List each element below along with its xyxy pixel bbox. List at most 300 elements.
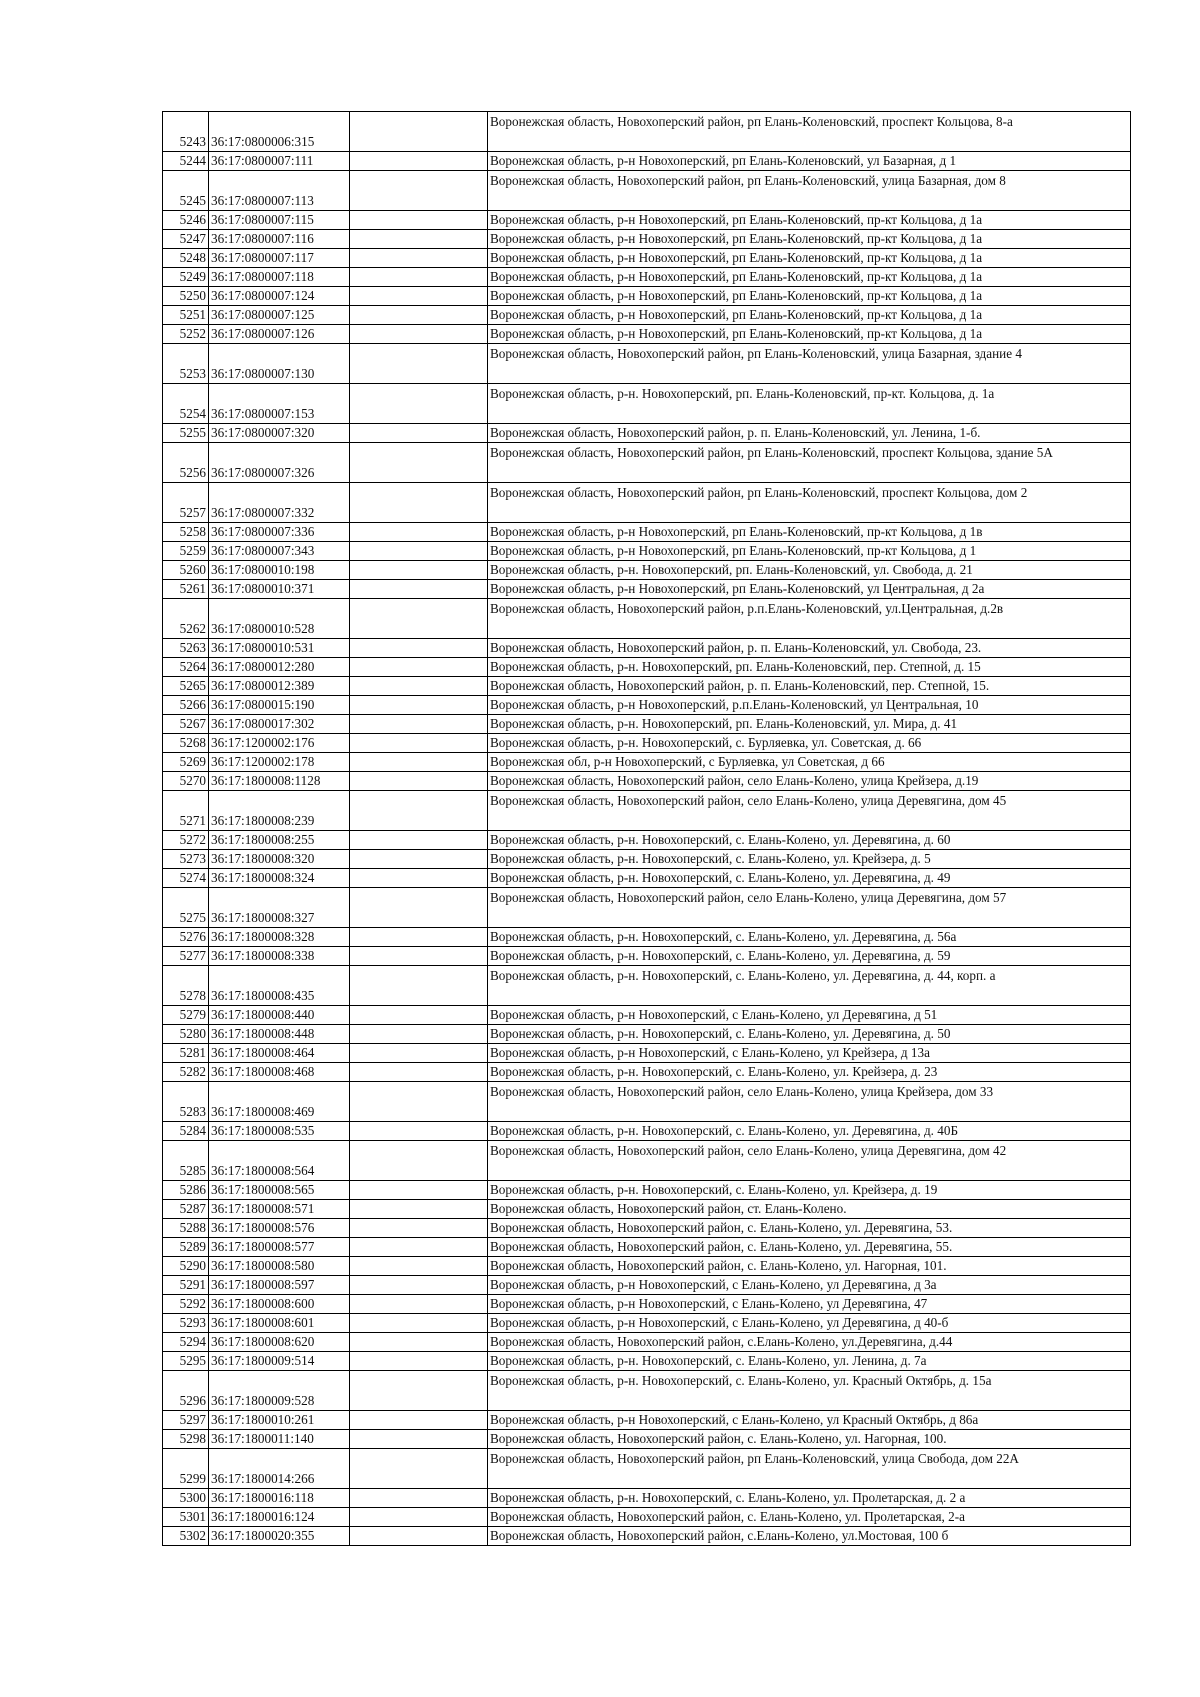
empty-cell xyxy=(350,211,488,230)
cadastral-number: 36:17:1800008:338 xyxy=(209,947,350,966)
table-row xyxy=(163,1333,1131,1352)
empty-cell xyxy=(350,791,488,831)
cadastral-number: 36:17:1800008:580 xyxy=(209,1257,350,1276)
table-row xyxy=(163,230,1131,249)
table-row xyxy=(163,152,1131,171)
address: Воронежская область, Новохоперский район, рп Елань-Коленовский, проспект Кольцова, здание 5А xyxy=(488,443,1131,483)
address: Воронежская обл, р-н Новохоперский, с Бурляевка, ул Советская, д 66 xyxy=(488,753,1131,772)
address: Воронежская область, р-н Новохоперский, с Елань-Колено, ул Красный Октябрь, д 86а xyxy=(488,1411,1131,1430)
empty-cell xyxy=(350,1276,488,1295)
table-row xyxy=(163,325,1131,344)
address: Воронежская область, р-н. Новохоперский, с. Елань-Колено, ул. Крейзера, д. 19 xyxy=(488,1181,1131,1200)
empty-cell xyxy=(350,1044,488,1063)
table-row xyxy=(163,211,1131,230)
empty-cell xyxy=(350,1141,488,1181)
row-number: 5293 xyxy=(163,1314,209,1333)
row-number: 5243 xyxy=(163,112,209,152)
row-number: 5274 xyxy=(163,869,209,888)
table-row xyxy=(163,1257,1131,1276)
empty-cell xyxy=(350,1181,488,1200)
address: Воронежская область, Новохоперский район, с. Елань-Колено, ул. Деревягина, 53. xyxy=(488,1219,1131,1238)
table-row xyxy=(163,1141,1131,1181)
table-row xyxy=(163,1025,1131,1044)
empty-cell xyxy=(350,561,488,580)
address: Воронежская область, Новохоперский район, село Елань-Колено, улица Деревягина, дом 45 xyxy=(488,791,1131,831)
empty-cell xyxy=(350,580,488,599)
address: Воронежская область, Новохоперский район, с. Елань-Колено, ул. Нагорная, 100. xyxy=(488,1430,1131,1449)
table-row xyxy=(163,1219,1131,1238)
address: Воронежская область, р-н Новохоперский, рп Елань-Коленовский, пр-кт Кольцова, д 1в xyxy=(488,523,1131,542)
address: Воронежская область, Новохоперский район, р. п. Елань-Коленовский, пер. Степной, 15. xyxy=(488,677,1131,696)
empty-cell xyxy=(350,443,488,483)
row-number: 5253 xyxy=(163,344,209,384)
row-number: 5247 xyxy=(163,230,209,249)
table-row xyxy=(163,1295,1131,1314)
row-number: 5291 xyxy=(163,1276,209,1295)
address: Воронежская область, р-н. Новохоперский, рп. Елань-Коленовский, пр-кт. Кольцова, д. 1а xyxy=(488,384,1131,424)
row-number: 5290 xyxy=(163,1257,209,1276)
cadastral-number: 36:17:0800010:198 xyxy=(209,561,350,580)
cadastral-number: 36:17:1200002:176 xyxy=(209,734,350,753)
cadastral-number: 36:17:0800017:302 xyxy=(209,715,350,734)
cadastral-number: 36:17:0800012:280 xyxy=(209,658,350,677)
empty-cell xyxy=(350,947,488,966)
table-row xyxy=(163,1430,1131,1449)
table-row xyxy=(163,112,1131,152)
address: Воронежская область, Новохоперский район, р. п. Елань-Коленовский, ул. Ленина, 1-б. xyxy=(488,424,1131,443)
table-row xyxy=(163,831,1131,850)
address: Воронежская область, р-н Новохоперский, с Елань-Колено, ул Крейзера, д 13а xyxy=(488,1044,1131,1063)
empty-cell xyxy=(350,230,488,249)
address: Воронежская область, р-н Новохоперский, рп Елань-Коленовский, пр-кт Кольцова, д 1а xyxy=(488,230,1131,249)
table-row xyxy=(163,658,1131,677)
table-row xyxy=(163,696,1131,715)
empty-cell xyxy=(350,1063,488,1082)
address: Воронежская область, Новохоперский район, село Елань-Колено, улица Крейзера, д.19 xyxy=(488,772,1131,791)
table-row xyxy=(163,1449,1131,1489)
row-number: 5294 xyxy=(163,1333,209,1352)
table-row xyxy=(163,344,1131,384)
row-number: 5260 xyxy=(163,561,209,580)
row-number: 5297 xyxy=(163,1411,209,1430)
table-row xyxy=(163,424,1131,443)
address: Воронежская область, Новохоперский район, р. п. Елань-Коленовский, ул. Свобода, 23. xyxy=(488,639,1131,658)
address: Воронежская область, р-н. Новохоперский, с. Елань-Колено, ул. Деревягина, д. 40Б xyxy=(488,1122,1131,1141)
table-row xyxy=(163,772,1131,791)
row-number: 5256 xyxy=(163,443,209,483)
cadastral-number: 36:17:1800008:565 xyxy=(209,1181,350,1200)
row-number: 5251 xyxy=(163,306,209,325)
address: Воронежская область, Новохоперский район, рп Елань-Коленовский, улица Базарная, дом 8 xyxy=(488,171,1131,211)
address: Воронежская область, р-н. Новохоперский, с. Елань-Колено, ул. Пролетарская, д. 2 а xyxy=(488,1489,1131,1508)
address: Воронежская область, р-н. Новохоперский, с. Елань-Колено, ул. Ленина, д. 7а xyxy=(488,1352,1131,1371)
row-number: 5281 xyxy=(163,1044,209,1063)
address: Воронежская область, р-н Новохоперский, рп Елань-Коленовский, ул Базарная, д 1 xyxy=(488,152,1131,171)
row-number: 5255 xyxy=(163,424,209,443)
cadastral-number: 36:17:1800008:440 xyxy=(209,1006,350,1025)
empty-cell xyxy=(350,928,488,947)
empty-cell xyxy=(350,1025,488,1044)
cadastral-number: 36:17:1800008:239 xyxy=(209,791,350,831)
table-row xyxy=(163,287,1131,306)
table-row xyxy=(163,443,1131,483)
row-number: 5264 xyxy=(163,658,209,677)
table-row xyxy=(163,1508,1131,1527)
cadastral-number: 36:17:0800006:315 xyxy=(209,112,350,152)
empty-cell xyxy=(350,1006,488,1025)
cadastral-number: 36:17:1800009:514 xyxy=(209,1352,350,1371)
cadastral-number: 36:17:1800011:140 xyxy=(209,1430,350,1449)
table-row xyxy=(163,734,1131,753)
row-number: 5285 xyxy=(163,1141,209,1181)
table-row xyxy=(163,384,1131,424)
empty-cell xyxy=(350,1527,488,1546)
table-row xyxy=(163,1276,1131,1295)
empty-cell xyxy=(350,1430,488,1449)
empty-cell xyxy=(350,753,488,772)
row-number: 5301 xyxy=(163,1508,209,1527)
row-number: 5298 xyxy=(163,1430,209,1449)
empty-cell xyxy=(350,523,488,542)
table-row xyxy=(163,639,1131,658)
empty-cell xyxy=(350,542,488,561)
row-number: 5288 xyxy=(163,1219,209,1238)
row-number: 5302 xyxy=(163,1527,209,1546)
cadastral-number: 36:17:1800008:469 xyxy=(209,1082,350,1122)
row-number: 5296 xyxy=(163,1371,209,1411)
address: Воронежская область, р-н. Новохоперский, с. Елань-Колено, ул. Деревягина, д. 49 xyxy=(488,869,1131,888)
address: Воронежская область, р-н. Новохоперский, рп. Елань-Коленовский, ул. Мира, д. 41 xyxy=(488,715,1131,734)
empty-cell xyxy=(350,344,488,384)
empty-cell xyxy=(350,1352,488,1371)
row-number: 5292 xyxy=(163,1295,209,1314)
cadastral-number: 36:17:0800007:326 xyxy=(209,443,350,483)
empty-cell xyxy=(350,1371,488,1411)
address: Воронежская область, р-н Новохоперский, рп Елань-Коленовский, пр-кт Кольцова, д 1а xyxy=(488,268,1131,287)
address: Воронежская область, р-н. Новохоперский, с. Елань-Колено, ул. Крейзера, д. 23 xyxy=(488,1063,1131,1082)
row-number: 5249 xyxy=(163,268,209,287)
empty-cell xyxy=(350,888,488,928)
cadastral-number: 36:17:1800008:620 xyxy=(209,1333,350,1352)
table-row xyxy=(163,1082,1131,1122)
address: Воронежская область, р-н Новохоперский, рп Елань-Коленовский, пр-кт Кольцова, д 1а xyxy=(488,249,1131,268)
row-number: 5265 xyxy=(163,677,209,696)
cadastral-number: 36:17:1800008:600 xyxy=(209,1295,350,1314)
address: Воронежская область, Новохоперский район, село Елань-Колено, улица Деревягина, дом 42 xyxy=(488,1141,1131,1181)
row-number: 5295 xyxy=(163,1352,209,1371)
empty-cell xyxy=(350,1122,488,1141)
empty-cell xyxy=(350,171,488,211)
row-number: 5258 xyxy=(163,523,209,542)
row-number: 5276 xyxy=(163,928,209,947)
row-number: 5245 xyxy=(163,171,209,211)
cadastral-number: 36:17:0800007:320 xyxy=(209,424,350,443)
cadastral-number: 36:17:0800015:190 xyxy=(209,696,350,715)
table-row xyxy=(163,306,1131,325)
empty-cell xyxy=(350,734,488,753)
cadastral-number: 36:17:0800007:343 xyxy=(209,542,350,561)
address: Воронежская область, р-н. Новохоперский, с. Елань-Колено, ул. Деревягина, д. 50 xyxy=(488,1025,1131,1044)
address: Воронежская область, Новохоперский район, с. Елань-Колено, ул. Деревягина, 55. xyxy=(488,1238,1131,1257)
address: Воронежская область, р-н. Новохоперский, с. Елань-Колено, ул. Деревягина, д. 44, корп. а xyxy=(488,966,1131,1006)
table-row xyxy=(163,1371,1131,1411)
row-number: 5266 xyxy=(163,696,209,715)
cadastral-number: 36:17:0800010:528 xyxy=(209,599,350,639)
row-number: 5263 xyxy=(163,639,209,658)
row-number: 5277 xyxy=(163,947,209,966)
document-page xyxy=(162,111,1130,1546)
row-number: 5282 xyxy=(163,1063,209,1082)
table-row xyxy=(163,1527,1131,1546)
address: Воронежская область, р-н. Новохоперский, с. Елань-Колено, ул. Деревягина, д. 56а xyxy=(488,928,1131,947)
row-number: 5259 xyxy=(163,542,209,561)
address: Воронежская область, р-н. Новохоперский, с. Бурляевка, ул. Советская, д. 66 xyxy=(488,734,1131,753)
cadastral-number: 36:17:1800008:577 xyxy=(209,1238,350,1257)
table-row xyxy=(163,1122,1131,1141)
address: Воронежская область, р-н Новохоперский, рп Елань-Коленовский, ул Центральная, д 2а xyxy=(488,580,1131,599)
row-number: 5299 xyxy=(163,1449,209,1489)
table-row xyxy=(163,1489,1131,1508)
row-number: 5257 xyxy=(163,483,209,523)
table-row xyxy=(163,1352,1131,1371)
address: Воронежская область, Новохоперский район, рп Елань-Коленовский, улица Базарная, здание 4 xyxy=(488,344,1131,384)
empty-cell xyxy=(350,1489,488,1508)
row-number: 5261 xyxy=(163,580,209,599)
empty-cell xyxy=(350,715,488,734)
row-number: 5287 xyxy=(163,1200,209,1219)
table-row xyxy=(163,1181,1131,1200)
table-row xyxy=(163,888,1131,928)
address: Воронежская область, Новохоперский район, рп Елань-Коленовский, улица Свобода, дом 22А xyxy=(488,1449,1131,1489)
row-number: 5248 xyxy=(163,249,209,268)
table-row xyxy=(163,268,1131,287)
table-row xyxy=(163,1200,1131,1219)
cadastral-number: 36:17:1800008:1128 xyxy=(209,772,350,791)
cadastral-number: 36:17:0800007:113 xyxy=(209,171,350,211)
cadastral-number: 36:17:1800008:435 xyxy=(209,966,350,1006)
registry-table xyxy=(162,111,1131,1546)
row-number: 5284 xyxy=(163,1122,209,1141)
cadastral-number: 36:17:0800007:153 xyxy=(209,384,350,424)
empty-cell xyxy=(350,1082,488,1122)
cadastral-number: 36:17:1800008:535 xyxy=(209,1122,350,1141)
empty-cell xyxy=(350,424,488,443)
address: Воронежская область, р-н Новохоперский, рп Елань-Коленовский, пр-кт Кольцова, д 1а xyxy=(488,287,1131,306)
cadastral-number: 36:17:1800008:601 xyxy=(209,1314,350,1333)
empty-cell xyxy=(350,1314,488,1333)
table-row xyxy=(163,850,1131,869)
cadastral-number: 36:17:1800008:597 xyxy=(209,1276,350,1295)
cadastral-number: 36:17:0800007:125 xyxy=(209,306,350,325)
table-row xyxy=(163,1044,1131,1063)
cadastral-number: 36:17:1800008:464 xyxy=(209,1044,350,1063)
address: Воронежская область, р-н. Новохоперский, рп. Елань-Коленовский, пер. Степной, д. 15 xyxy=(488,658,1131,677)
address: Воронежская область, р-н. Новохоперский, рп. Елань-Коленовский, ул. Свобода, д. 21 xyxy=(488,561,1131,580)
cadastral-number: 36:17:1800008:327 xyxy=(209,888,350,928)
cadastral-number: 36:17:0800007:126 xyxy=(209,325,350,344)
empty-cell xyxy=(350,1508,488,1527)
row-number: 5269 xyxy=(163,753,209,772)
cadastral-number: 36:17:0800010:531 xyxy=(209,639,350,658)
row-number: 5262 xyxy=(163,599,209,639)
table-row xyxy=(163,483,1131,523)
row-number: 5272 xyxy=(163,831,209,850)
empty-cell xyxy=(350,1257,488,1276)
empty-cell xyxy=(350,696,488,715)
row-number: 5280 xyxy=(163,1025,209,1044)
cadastral-number: 36:17:1800008:571 xyxy=(209,1200,350,1219)
cadastral-number: 36:17:0800007:111 xyxy=(209,152,350,171)
row-number: 5244 xyxy=(163,152,209,171)
row-number: 5286 xyxy=(163,1181,209,1200)
empty-cell xyxy=(350,306,488,325)
address: Воронежская область, р-н Новохоперский, рп Елань-Коленовский, пр-кт Кольцова, д 1а xyxy=(488,211,1131,230)
empty-cell xyxy=(350,1219,488,1238)
cadastral-number: 36:17:1800008:448 xyxy=(209,1025,350,1044)
empty-cell xyxy=(350,850,488,869)
cadastral-number: 36:17:0800012:389 xyxy=(209,677,350,696)
address: Воронежская область, р-н Новохоперский, с Елань-Колено, ул Деревягина, д 3а xyxy=(488,1276,1131,1295)
cadastral-number: 36:17:0800007:116 xyxy=(209,230,350,249)
cadastral-number: 36:17:0800007:332 xyxy=(209,483,350,523)
row-number: 5254 xyxy=(163,384,209,424)
address: Воронежская область, Новохоперский район, рп Елань-Коленовский, проспект Кольцова, 8-а xyxy=(488,112,1131,152)
empty-cell xyxy=(350,599,488,639)
row-number: 5278 xyxy=(163,966,209,1006)
table-row xyxy=(163,1006,1131,1025)
table-row xyxy=(163,947,1131,966)
address: Воронежская область, р-н Новохоперский, с Елань-Колено, ул Деревягина, д 40-б xyxy=(488,1314,1131,1333)
table-row xyxy=(163,171,1131,211)
table-row xyxy=(163,580,1131,599)
row-number: 5279 xyxy=(163,1006,209,1025)
table-row xyxy=(163,599,1131,639)
table-row xyxy=(163,542,1131,561)
empty-cell xyxy=(350,112,488,152)
address: Воронежская область, р-н Новохоперский, рп Елань-Коленовский, пр-кт Кольцова, д 1а xyxy=(488,306,1131,325)
cadastral-number: 36:17:1800016:118 xyxy=(209,1489,350,1508)
empty-cell xyxy=(350,287,488,306)
cadastral-number: 36:17:1800008:320 xyxy=(209,850,350,869)
cadastral-number: 36:17:0800007:118 xyxy=(209,268,350,287)
row-number: 5270 xyxy=(163,772,209,791)
address: Воронежская область, р-н Новохоперский, с Елань-Колено, ул Деревягина, д 51 xyxy=(488,1006,1131,1025)
address: Воронежская область, Новохоперский район, село Елань-Колено, улица Деревягина, дом 57 xyxy=(488,888,1131,928)
table-row xyxy=(163,561,1131,580)
empty-cell xyxy=(350,483,488,523)
empty-cell xyxy=(350,268,488,287)
cadastral-number: 36:17:0800007:115 xyxy=(209,211,350,230)
empty-cell xyxy=(350,249,488,268)
empty-cell xyxy=(350,1411,488,1430)
address: Воронежская область, Новохоперский район, ст. Елань-Колено. xyxy=(488,1200,1131,1219)
cadastral-number: 36:17:1800008:255 xyxy=(209,831,350,850)
empty-cell xyxy=(350,658,488,677)
address: Воронежская область, р-н Новохоперский, рп Елань-Коленовский, пр-кт Кольцова, д 1 xyxy=(488,542,1131,561)
cadastral-number: 36:17:1200002:178 xyxy=(209,753,350,772)
table-row xyxy=(163,966,1131,1006)
address: Воронежская область, р-н. Новохоперский, с. Елань-Колено, ул. Деревягина, д. 59 xyxy=(488,947,1131,966)
row-number: 5246 xyxy=(163,211,209,230)
address: Воронежская область, Новохоперский район, с. Елань-Колено, ул. Нагорная, 101. xyxy=(488,1257,1131,1276)
cadastral-number: 36:17:0800007:130 xyxy=(209,344,350,384)
empty-cell xyxy=(350,1295,488,1314)
address: Воронежская область, р-н Новохоперский, р.п.Елань-Коленовский, ул Центральная, 10 xyxy=(488,696,1131,715)
cadastral-number: 36:17:1800008:468 xyxy=(209,1063,350,1082)
empty-cell xyxy=(350,1333,488,1352)
cadastral-number: 36:17:1800010:261 xyxy=(209,1411,350,1430)
address: Воронежская область, Новохоперский район, с.Елань-Колено, ул.Мостовая, 100 б xyxy=(488,1527,1131,1546)
row-number: 5250 xyxy=(163,287,209,306)
row-number: 5273 xyxy=(163,850,209,869)
table-row xyxy=(163,1411,1131,1430)
table-row xyxy=(163,523,1131,542)
empty-cell xyxy=(350,869,488,888)
cadastral-number: 36:17:1800008:576 xyxy=(209,1219,350,1238)
cadastral-number: 36:17:0800007:336 xyxy=(209,523,350,542)
cadastral-number: 36:17:0800010:371 xyxy=(209,580,350,599)
empty-cell xyxy=(350,1238,488,1257)
cadastral-number: 36:17:1800008:328 xyxy=(209,928,350,947)
table-row xyxy=(163,791,1131,831)
row-number: 5268 xyxy=(163,734,209,753)
address: Воронежская область, Новохоперский район, рп Елань-Коленовский, проспект Кольцова, дом 2 xyxy=(488,483,1131,523)
table-row xyxy=(163,715,1131,734)
row-number: 5283 xyxy=(163,1082,209,1122)
empty-cell xyxy=(350,772,488,791)
table-row xyxy=(163,1314,1131,1333)
row-number: 5275 xyxy=(163,888,209,928)
row-number: 5289 xyxy=(163,1238,209,1257)
row-number: 5271 xyxy=(163,791,209,831)
table-row xyxy=(163,753,1131,772)
table-row xyxy=(163,249,1131,268)
empty-cell xyxy=(350,966,488,1006)
address: Воронежская область, Новохоперский район, село Елань-Колено, улица Крейзера, дом 33 xyxy=(488,1082,1131,1122)
empty-cell xyxy=(350,639,488,658)
table-row xyxy=(163,869,1131,888)
empty-cell xyxy=(350,325,488,344)
cadastral-number: 36:17:0800007:124 xyxy=(209,287,350,306)
row-number: 5252 xyxy=(163,325,209,344)
empty-cell xyxy=(350,831,488,850)
address: Воронежская область, р-н Новохоперский, рп Елань-Коленовский, пр-кт Кольцова, д 1а xyxy=(488,325,1131,344)
empty-cell xyxy=(350,384,488,424)
table-row xyxy=(163,928,1131,947)
address: Воронежская область, р-н. Новохоперский, с. Елань-Колено, ул. Деревягина, д. 60 xyxy=(488,831,1131,850)
cadastral-number: 36:17:0800007:117 xyxy=(209,249,350,268)
row-number: 5267 xyxy=(163,715,209,734)
empty-cell xyxy=(350,1200,488,1219)
table-row xyxy=(163,1063,1131,1082)
table-row xyxy=(163,1238,1131,1257)
cadastral-number: 36:17:1800020:355 xyxy=(209,1527,350,1546)
cadastral-number: 36:17:1800016:124 xyxy=(209,1508,350,1527)
address: Воронежская область, р-н. Новохоперский, с. Елань-Колено, ул. Красный Октябрь, д. 15а xyxy=(488,1371,1131,1411)
cadastral-number: 36:17:1800014:266 xyxy=(209,1449,350,1489)
cadastral-number: 36:17:1800008:324 xyxy=(209,869,350,888)
registry-table-body xyxy=(163,112,1131,1546)
empty-cell xyxy=(350,152,488,171)
address: Воронежская область, Новохоперский район, р.п.Елань-Коленовский, ул.Центральная, д.2в xyxy=(488,599,1131,639)
address: Воронежская область, р-н. Новохоперский, с. Елань-Колено, ул. Крейзера, д. 5 xyxy=(488,850,1131,869)
cadastral-number: 36:17:1800009:528 xyxy=(209,1371,350,1411)
address: Воронежская область, Новохоперский район, с. Елань-Колено, ул. Пролетарская, 2-а xyxy=(488,1508,1131,1527)
row-number: 5300 xyxy=(163,1489,209,1508)
empty-cell xyxy=(350,1449,488,1489)
empty-cell xyxy=(350,677,488,696)
cadastral-number: 36:17:1800008:564 xyxy=(209,1141,350,1181)
